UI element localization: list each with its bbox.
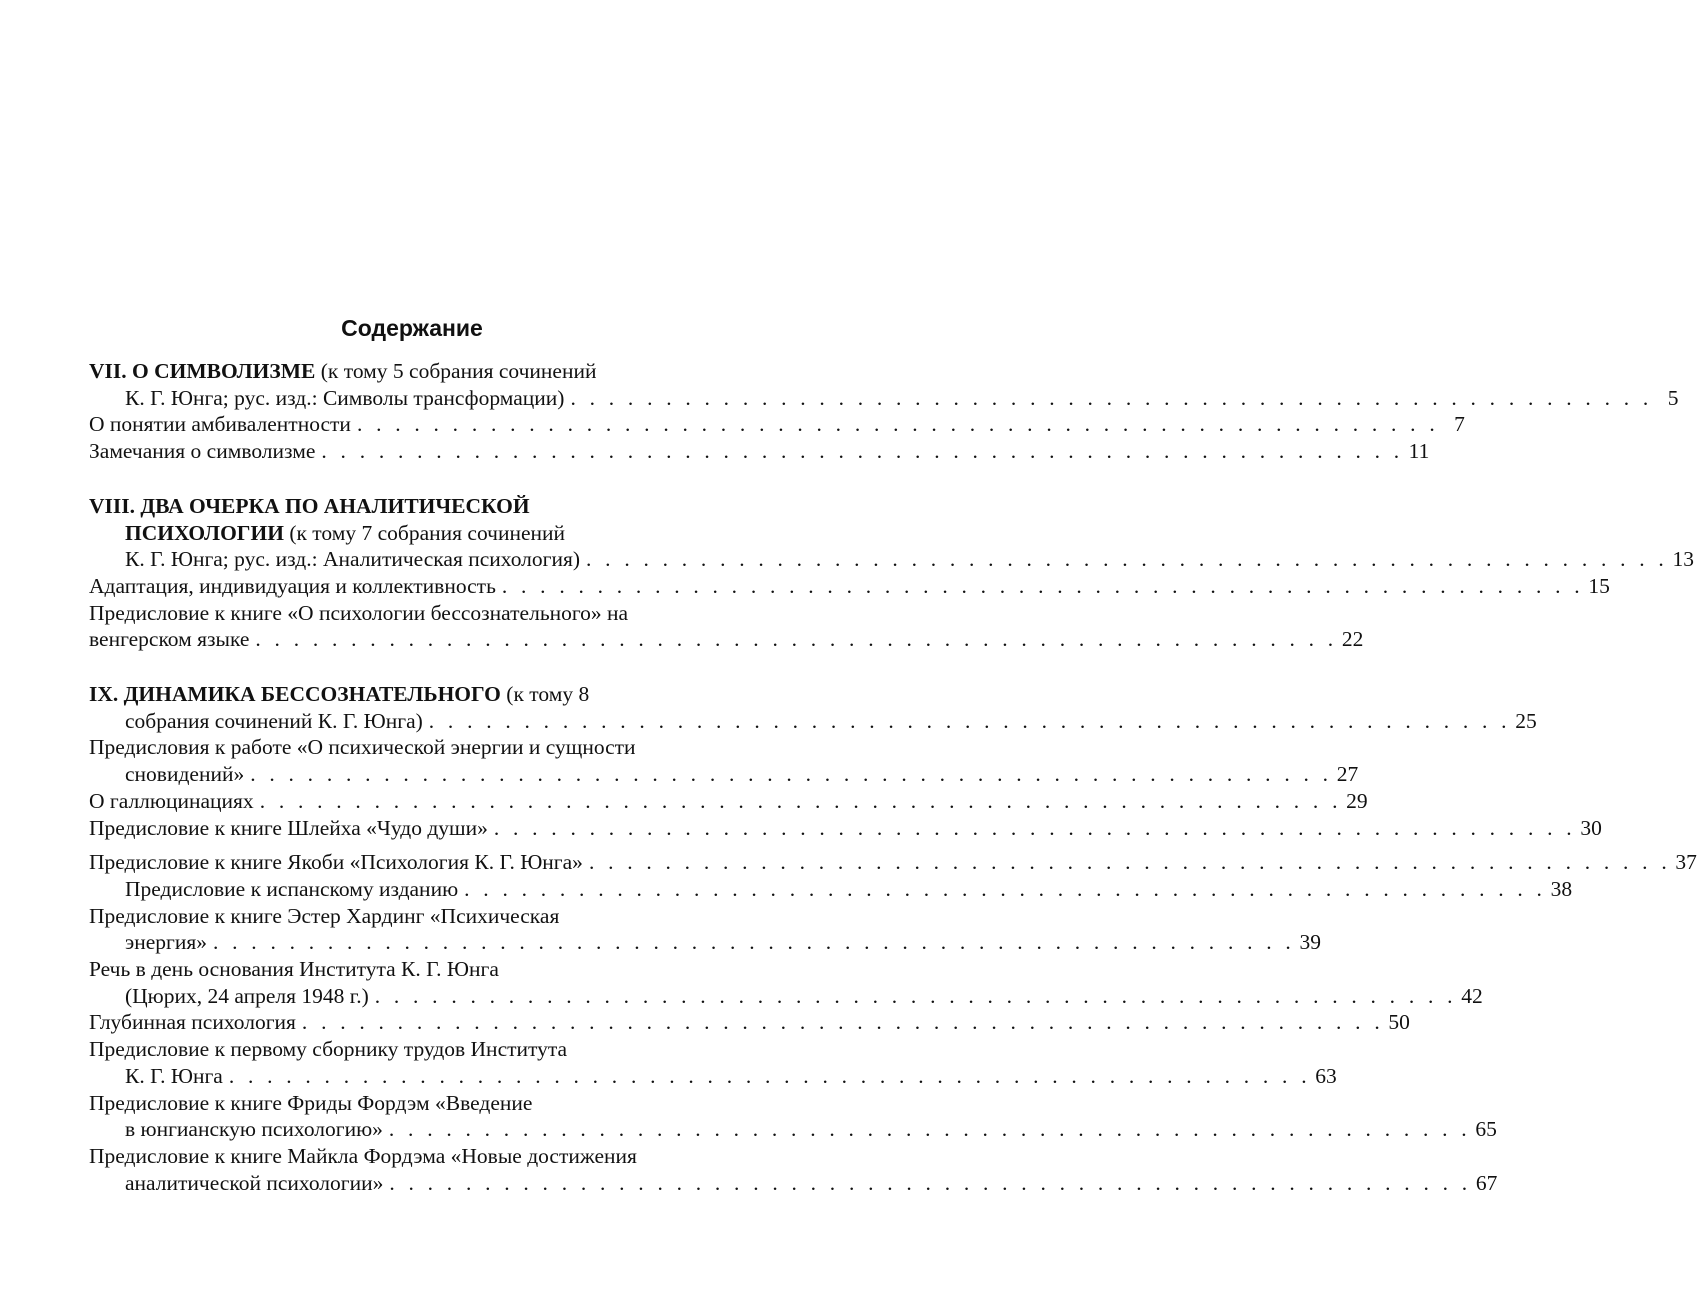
toc-entry [89, 1143, 1498, 1196]
toc-entry-text: собрания сочинений К. Г. Юнга) [125, 708, 423, 733]
toc-entry-text: Предисловие к книге Якоби «Психология К. Г. Юнга» [89, 850, 583, 875]
toc-entry [89, 1090, 1497, 1143]
toc-entry [89, 734, 1359, 787]
dot-leader: . . . . . . . . . . . . . . . . . . . . . . . . . . . . . . . . . . . . . . . . . . . . . . . . . . . . . . . . . [213, 930, 1295, 955]
toc-entry-text: Предисловие к книге Эстер Хардинг «Психическая [89, 903, 560, 928]
page-number: 37 [1675, 850, 1697, 875]
page-number: 38 [1550, 876, 1573, 901]
toc-entry-text: К. Г. Юнга [125, 1063, 223, 1088]
toc-entry-text: сновидений» [125, 762, 245, 787]
toc-entry [89, 903, 1321, 956]
toc-entry [89, 956, 1483, 1009]
toc-entry-text: Адаптация, индивидуация и коллективность [89, 573, 496, 598]
page-number: 11 [1408, 439, 1430, 464]
toc-entry-text: Предисловия к работе «О психической энергии и сущности [89, 735, 636, 760]
toc-entry [89, 411, 1465, 438]
dot-leader: . . . . . . . . . . . . . . . . . . . . . . . . . . . . . . . . . . . . . . . . . . . . . . . . . . . . . . . . . [588, 850, 1671, 875]
toc-entry-text: Глубинная психология [89, 1010, 296, 1035]
dot-leader: . . . . . . . . . . . . . . . . . . . . . . . . . . . . . . . . . . . . . . . . . . . . . . . . . . . . . . . . . [493, 815, 1576, 840]
section-heading-viii-cont: ПСИХОЛОГИИ [125, 520, 284, 545]
page-number: 67 [1475, 1170, 1498, 1195]
toc-entry-text: энергия» [125, 930, 207, 955]
page-number: 29 [1346, 788, 1368, 813]
dot-leader: . . . . . . . . . . . . . . . . . . . . . . . . . . . . . . . . . . . . . . . . . . . . . . . . . . . . . . . . . [321, 439, 1404, 464]
dot-leader: . . . . . . . . . . . . . . . . . . . . . . . . . . . . . . . . . . . . . . . . . . . . . . . . . . . . . . . . . [428, 708, 1511, 733]
toc-entry [89, 1036, 1337, 1089]
dot-leader: . . . . . . . . . . . . . . . . . . . . . . . . . . . . . . . . . . . . . . . . . . . . . . . . . . . . . . . . . [464, 876, 1547, 901]
page-number: 7 [1454, 412, 1465, 437]
toc-entry-text: О понятии амбивалентности [89, 412, 351, 437]
page-number: 65 [1475, 1117, 1497, 1142]
section-heading-note: (к тому 7 собрания сочинений [283, 520, 566, 545]
page-number: 39 [1299, 930, 1321, 955]
section-heading-note: (к тому 5 собрания сочинений [315, 359, 597, 383]
toc-section-vii [89, 358, 1679, 465]
dot-leader: . . . . . . . . . . . . . . . . . . . . . . . . . . . . . . . . . . . . . . . . . . . . . . . . . . . . . . . . . [259, 788, 1342, 813]
section-heading-vii: VII. О СИМВОЛИЗМЕ [89, 359, 316, 383]
toc-entry-text: К. Г. Юнга; рус. изд.: Аналитическая психология) [125, 547, 581, 572]
dot-leader: . . . . . . . . . . . . . . . . . . . . . . . . . . . . . . . . . . . . . . . . . . . . . . . . . . . . . . . . . [389, 1170, 1472, 1195]
table-of-contents [89, 310, 1697, 1196]
toc-entry [89, 876, 1573, 903]
dot-leader: . . . . . . . . . . . . . . . . . . . . . . . . . . . . . . . . . . . . . . . . . . . . . . . . . . . . . . . . . [356, 412, 1439, 437]
dot-leader: . . . . . . . . . . . . . . . . . . . . . . . . . . . . . . . . . . . . . . . . . . . . . . . . . . . . . . . . . [374, 983, 1457, 1008]
toc-entry [89, 788, 1368, 815]
toc-entry-text: Замечания о символизме [89, 439, 316, 464]
dot-leader: . . . . . . . . . . . . . . . . . . . . . . . . . . . . . . . . . . . . . . . . . . . . . . . . . . . . . . . . . [301, 1010, 1384, 1035]
toc-entry-text: Предисловие к испанскому изданию [125, 876, 459, 901]
page-number: 63 [1315, 1063, 1337, 1088]
page-number: 5 [1667, 385, 1679, 410]
section-heading-viii: VIII. ДВА ОЧЕРКА ПО АНАЛИТИЧЕСКОЙ [89, 493, 530, 518]
dot-leader: . . . . . . . . . . . . . . . . . . . . . . . . . . . . . . . . . . . . . . . . . . . . . . . . . . . . . . . . . [388, 1117, 1471, 1142]
toc-entry-viii [89, 493, 1694, 573]
toc-entry-text: Речь в день основания Института К. Г. Юнга [89, 957, 499, 982]
dot-leader: . . . . . . . . . . . . . . . . . . . . . . . . . . . . . . . . . . . . . . . . . . . . . . . . . . . . . . . . . [586, 547, 1668, 572]
toc-entry-text: венгерском языке [89, 627, 250, 652]
toc-entry-text: О галлюцинациях [89, 788, 254, 813]
toc-entry [89, 573, 1610, 600]
page-number: 22 [1341, 627, 1364, 652]
page-number: 30 [1580, 815, 1602, 840]
page-number: 50 [1388, 1010, 1410, 1035]
page-number: 13 [1672, 547, 1694, 572]
toc-section-ix [89, 681, 1697, 1196]
toc-entry-text: Предисловие к книге «О психологии бессознательного» на [89, 600, 629, 625]
toc-entry-text: К. Г. Юнга; рус. изд.: Символы трансформации) [125, 385, 565, 410]
toc-entry [89, 1009, 1410, 1036]
toc-entry [89, 815, 1602, 842]
page-number: 15 [1588, 573, 1610, 598]
toc-entry-ix [89, 681, 1537, 734]
toc-section-viii [89, 493, 1694, 653]
toc-entry [89, 849, 1697, 876]
toc-entry [89, 600, 1364, 653]
toc-entry-text: Предисловие к книге Фриды Фордэм «Введение [89, 1090, 533, 1115]
toc-entry-text: Предисловие к первому сборнику трудов Института [89, 1037, 568, 1062]
toc-entry-vii [89, 358, 1679, 411]
toc-entry-text: (Цюрих, 24 апреля 1948 г.) [125, 983, 369, 1008]
toc-title: Содержание [341, 315, 483, 341]
section-heading-ix: IX. ДИНАМИКА БЕССОЗНАТЕЛЬНОГО [89, 682, 501, 707]
dot-leader: . . . . . . . . . . . . . . . . . . . . . . . . . . . . . . . . . . . . . . . . . . . . . . . . . . . . . . . . . [255, 627, 1338, 652]
toc-entry-text: в юнгианскую психологию» [125, 1117, 383, 1142]
dot-leader: . . . . . . . . . . . . . . . . . . . . . . . . . . . . . . . . . . . . . . . . . . . . . . . . . . . . . . . . . [250, 762, 1333, 787]
toc-entry-text: аналитической психологии» [125, 1170, 384, 1195]
section-heading-note: (к тому 8 [500, 682, 590, 707]
toc-entry-text: Предисловие к книге Майкла Фордэма «Новые достижения [89, 1143, 637, 1168]
dot-leader: . . . . . . . . . . . . . . . . . . . . . . . . . . . . . . . . . . . . . . . . . . . . . . . . . . . . . . . . . [570, 385, 1653, 410]
dot-leader: . . . . . . . . . . . . . . . . . . . . . . . . . . . . . . . . . . . . . . . . . . . . . . . . . . . . . . . . . [501, 573, 1584, 598]
toc-entry [89, 438, 1430, 465]
page-number: 25 [1515, 708, 1537, 733]
page-number: 42 [1461, 983, 1483, 1008]
dot-leader: . . . . . . . . . . . . . . . . . . . . . . . . . . . . . . . . . . . . . . . . . . . . . . . . . . . . . . . . . [228, 1063, 1311, 1088]
page-number: 27 [1336, 762, 1359, 787]
toc-entry-text: Предисловие к книге Шлейха «Чудо души» [89, 815, 488, 840]
